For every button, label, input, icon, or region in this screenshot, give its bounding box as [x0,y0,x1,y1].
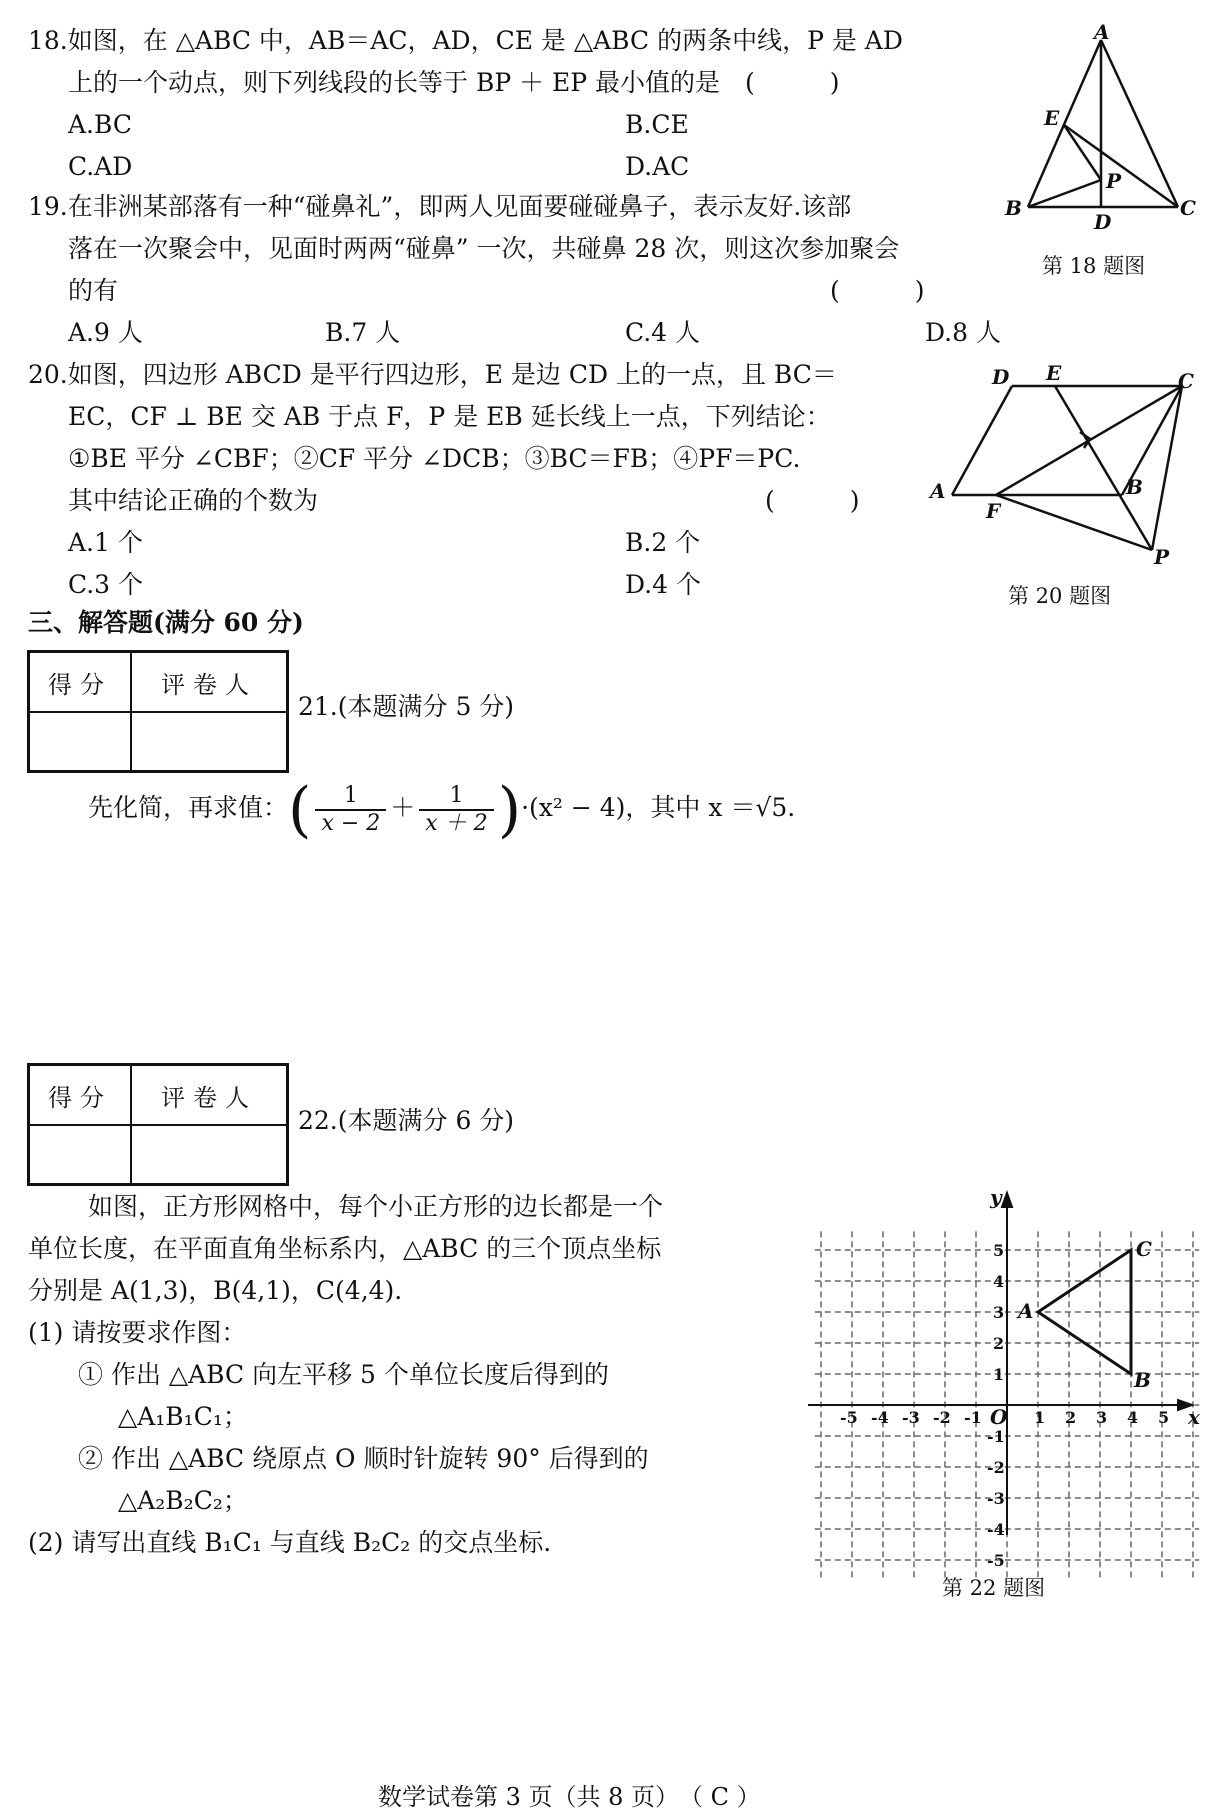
q18-label-p: P [1106,169,1122,193]
q19-line3: 的有 [68,276,119,305]
q22-x-tick-label: -5 [840,1408,858,1427]
q18-caption: 第 18 题图 [1042,254,1146,278]
q19-option-c: C.4 人 [625,318,701,347]
q22-x-tick-label: 1 [1034,1408,1046,1427]
q20-option-d: D.4 个 [625,570,701,599]
q22-y-tick-label: 2 [993,1334,1005,1353]
q22-y-tick-label: -2 [987,1458,1005,1477]
q19-bracket: ( ) [830,276,925,305]
score-box-header-grader: 评卷人 [161,1084,257,1112]
q18-option-b: B.CE [625,110,689,139]
q22-y-tick-label: -5 [987,1551,1005,1570]
q22-line9: (2) 请写出直线 B₁C₁ 与直线 B₂C₂ 的交点坐标. [28,1528,552,1557]
q21-frac2-num: 1 [419,783,493,811]
q22-line1: 如图，正方形网格中，每个小正方形的边长都是一个 [88,1192,664,1221]
q20-bracket: ( ) [765,486,860,515]
q22-x-tick-label: -1 [964,1408,982,1427]
q22-x-tick-label: 3 [1096,1408,1108,1427]
q19-option-d: D.8 人 [925,318,1001,347]
q22-line5: ① 作出 △ABC 向左平移 5 个单位长度后得到的 [78,1360,609,1389]
q22-line2: 单位长度，在平面直角坐标系内，△ABC 的三个顶点坐标 [28,1234,662,1263]
q18-label-c: C [1180,196,1196,220]
q22-line6: △A₁B₁C₁； [118,1402,248,1431]
q18-label-b: B [1005,196,1022,220]
q22-point-c-label: C [1136,1237,1152,1261]
q18-option-c: C.AD [68,152,133,181]
q22-y-tick-label: 1 [993,1365,1005,1384]
q22-coordinate-grid [800,1185,1200,1570]
q20-label-d: D [992,365,1010,389]
q19-line2: 落在一次聚会中，见面时两两“碰鼻” 一次，共碰鼻 28 次，则这次参加聚会 [68,234,900,263]
q22-origin-label: O [990,1405,1008,1429]
q22-x-tick-label: 4 [1127,1408,1139,1427]
q22-x-tick-label: 5 [1158,1408,1170,1427]
q21-frac1-den: x − 2 [321,810,381,836]
q22-x-tick-label: -4 [871,1408,889,1427]
q22-y-tick-label: 4 [993,1272,1005,1291]
q22-y-tick-label: -1 [987,1427,1005,1446]
q18-line2: 上的一个动点，则下列线段的长等于 BP ＋ EP 最小值的是 ( ) [68,68,840,97]
q20-line2: EC，CF ⊥ BE 交 AB 于点 F，P 是 EB 延长线上一点，下列结论： [68,402,831,431]
q18-option-a: A.BC [68,110,132,139]
q20-label-b: B [1126,475,1143,499]
q19-line1: 19.在非洲某部落有一种“碰鼻礼”，即两人见面要碰碰鼻子，表示友好.该部 [28,192,852,221]
q22-y-tick-label: -4 [987,1520,1005,1539]
q20-option-c: C.3 个 [68,570,144,599]
q22-line7: ② 作出 △ABC 绕原点 O 顺时针旋转 90° 后得到的 [78,1444,649,1473]
q19-option-a: A.9 人 [68,318,143,347]
q22-line8: △A₂B₂C₂； [118,1486,248,1515]
q18-label-a: A [1094,20,1110,44]
score-box-header-score: 得分 [48,1084,112,1112]
q22-x-tick-label: -2 [933,1408,951,1427]
q22-caption: 第 22 题图 [942,1576,1046,1600]
q20-line4: 其中结论正确的个数为 [68,486,319,515]
q21-tail: ·(x² − 4)，其中 x ＝√5. [521,793,796,822]
q20-label-p: P [1154,545,1170,569]
q20-label-e: E [1046,361,1062,385]
q22-line4: (1) 请按要求作图： [28,1318,247,1347]
q20-label-f: F [986,499,1001,523]
q20-label-c: C [1178,369,1194,393]
q22-y-tick-label: 5 [993,1241,1005,1260]
q22-y-tick-label: -3 [987,1489,1005,1508]
q21-score-box [27,650,289,773]
q21-lead: 先化简，再求值： [88,793,289,822]
q18-line1: 18.如图，在 △ABC 中，AB＝AC，AD，CE 是 △ABC 的两条中线，P 是 AD [28,26,903,55]
q20-caption: 第 20 题图 [1008,584,1112,608]
q21-title: 21.(本题满分 5 分) [298,692,515,721]
q18-option-d: D.AC [625,152,690,181]
q20-line3: ①BE 平分 ∠CBF；②CF 平分 ∠DCB；③BC＝FB；④PF＝PC. [68,444,801,473]
q19-option-b: B.7 人 [325,318,401,347]
q22-y-tick-label: 3 [993,1303,1005,1322]
q22-line3: 分别是 A(1,3)，B(4,1)，C(4,4). [28,1276,403,1305]
q18-label-d: D [1094,210,1112,234]
q20-figure [930,360,1200,570]
q21-plus: ＋ [390,793,416,822]
q20-label-a: A [930,479,946,503]
q22-axis-x-label: x [1188,1405,1200,1429]
q18-figure [1000,20,1200,245]
q21-frac2-den: x ＋ 2 [425,810,488,836]
q20-option-a: A.1 个 [68,528,143,557]
q22-x-tick-label: 2 [1065,1408,1077,1427]
q22-score-box [27,1063,289,1186]
score-box-header-score: 得分 [48,671,112,699]
q20-option-b: B.2 个 [625,528,701,557]
q20-line1: 20.如图，四边形 ABCD 是平行四边形，E 是边 CD 上的一点，且 BC＝ [28,360,837,389]
q18-label-e: E [1044,106,1060,130]
page-footer: 数学试卷第 3 页（共 8 页） （ C ） [378,1783,761,1811]
q22-axis-y-label: y [990,1185,1002,1209]
section-3-heading: 三、解答题(满分 60 分) [28,608,304,637]
q22-point-a-label: A [1018,1299,1034,1323]
q22-point-b-label: B [1134,1368,1151,1392]
q22-x-tick-label: -3 [902,1408,920,1427]
score-box-header-grader: 评卷人 [161,671,257,699]
q22-title: 22.(本题满分 6 分) [298,1106,515,1135]
q21-frac1-num: 1 [315,783,386,811]
q21-expression: 先化简，再求值：( $\frac{1}{x - 2}$ ＋ $\frac{1}{x + 2}$ )·(x² − 4)，其中 x ＝√5. [88,774,796,845]
